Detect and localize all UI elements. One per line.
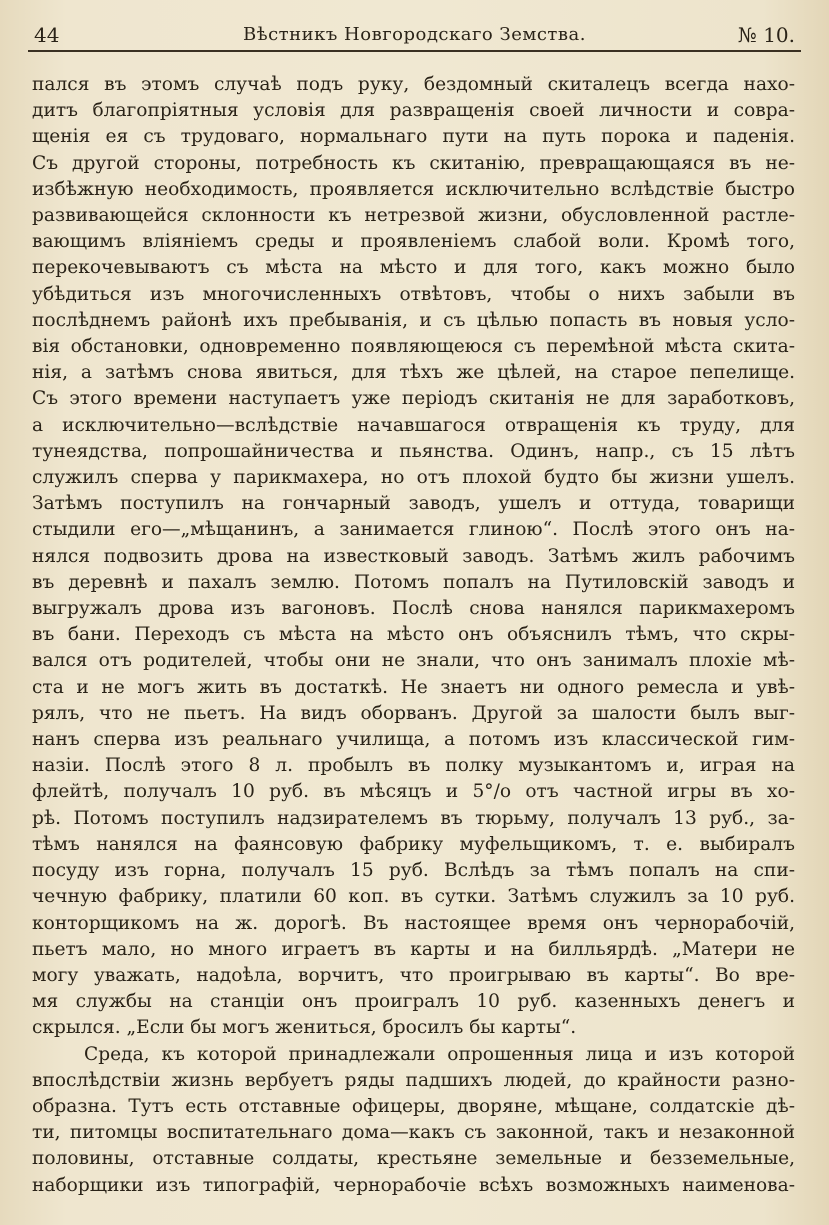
text-line: нанъ сперва изъ реальнаго училища, а потомъ изъ классической гим- [32, 729, 795, 751]
text-line: впослѣдствіи жизнь вербуетъ ряды падшихъ людей, до крайности разно- [32, 1069, 795, 1091]
text-line: чечную фабрику, платили 60 коп. въ сутки. Затѣмъ служилъ за 10 руб. [32, 886, 795, 908]
text-line: дитъ благопріятныя условія для развращенія своей личности и совра- [32, 100, 795, 122]
text-line: флейтѣ, получалъ 10 руб. въ мѣсяцъ и 5°/о отъ частной игры въ хо- [32, 781, 795, 803]
text-line: тунеядства, попрошайничества и пьянства. Одинъ, напр., съ 15 лѣтъ [32, 440, 795, 462]
text-line: вался отъ родителей, чтобы они не знали, что онъ занималъ плохіе мѣ- [32, 650, 795, 672]
text-line: развивающейся склонности къ нетрезвой жизни, обусловленной растле- [32, 205, 795, 227]
text-line: конторщикомъ на ж. дорогѣ. Въ настоящее время онъ чернорабочій, [32, 912, 795, 934]
text-line: нялся подвозить дрова на известковый заводъ. Затѣмъ жилъ рабочимъ [32, 545, 795, 567]
page-number: 44 [34, 23, 60, 47]
text-line: образна. Тутъ есть отставные офицеры, дворяне, мѣщане, солдатскіе дѣ- [32, 1095, 795, 1117]
text-line: Затѣмъ поступилъ на гончарный заводъ, ушелъ и оттуда, товарищи [32, 493, 795, 515]
issue-number: № 10. [737, 23, 795, 47]
text-line: убѣдиться изъ многочисленныхъ отвѣтовъ, чтобы о нихъ забыли въ [32, 283, 795, 305]
text-line: пался въ этомъ случаѣ подъ руку, бездомный скиталецъ всегда нахо- [32, 74, 795, 95]
journal-title: Вѣстникъ Новгородскаго Земства. [243, 24, 586, 45]
text-line: нія, а затѣмъ снова явиться, для тѣхъ же цѣлей, на старое пепелище. [32, 362, 795, 384]
text-line: ста и не могъ жить въ достаткѣ. Не знаетъ ни одного ремесла и увѣ- [32, 676, 795, 698]
text-line: назіи. Послѣ этого 8 л. пробылъ въ полку музыкантомъ и, играя на [32, 755, 795, 777]
text-line: выгружалъ дрова изъ вагоновъ. Послѣ снова нанялся парикмахеромъ [32, 598, 795, 620]
text-line: служилъ сперва у парикмахера, но отъ плохой будто бы жизни ушелъ. [32, 467, 795, 489]
text-line: пьетъ мало, но много играетъ въ карты и на билльярдѣ. „Матери не [32, 938, 795, 960]
text-line: Съ другой стороны, потребность къ скитанію, превращающаяся въ не- [32, 152, 795, 174]
text-line: въ деревнѣ и пахалъ землю. Потомъ попалъ на Путиловскій заводъ и [32, 571, 795, 593]
text-line: рялъ, что не пьетъ. На видъ оборванъ. Другой за шалости былъ выг- [32, 702, 795, 724]
text-line: тѣмъ нанялся на фаянсовую фабрику муфельщикомъ, т. е. выбиралъ [32, 833, 795, 855]
text-line: скрылся. „Если бы могъ жениться, бросилъ бы карты“. [32, 1017, 577, 1039]
text-line: щенія ея съ трудоваго, нормальнаго пути на путь порока и паденія. [32, 126, 795, 148]
text-line: Среда, къ которой принадлежали опрошенныя лица и изъ которой [84, 1043, 795, 1065]
text-line: наборщики изъ типографій, чернорабочіе всѣхъ возможныхъ наименова- [32, 1174, 795, 1196]
text-line: Съ этого времени наступаетъ уже періодъ скитанія не для заработковъ, [32, 388, 795, 410]
text-line: перекочевываютъ съ мѣста на мѣсто и для того, какъ можно было [32, 257, 795, 279]
text-line: послѣднемъ районѣ ихъ пребыванія, и съ цѣлью попасть въ новыя усло- [32, 309, 795, 331]
text-line: могу уважать, надоѣла, ворчитъ, что проигрываю въ карты“. Во вре- [32, 964, 795, 986]
running-header [28, 18, 801, 52]
text-line: мя службы на станціи онъ проигралъ 10 руб. казенныхъ денегъ и [32, 991, 795, 1013]
text-line: стыдили его—„мѣщанинъ, а занимается глиною“. Послѣ этого онъ на- [32, 519, 795, 541]
text-line: избѣжную необходимость, проявляется исключительно вслѣдствіе быстро [32, 178, 795, 200]
text-line: ти, питомцы воспитательнаго дома—какъ съ законной, такъ и незаконной [32, 1122, 795, 1144]
body-text [32, 72, 795, 1199]
text-line: вающимъ вліяніемъ среды и проявленіемъ слабой воли. Кромѣ того, [32, 231, 795, 253]
text-line: вія обстановки, одновременно появляющеюся съ перемѣной мѣста скита- [32, 336, 795, 358]
text-line: а исключительно—вслѣдствіе начавшагося отвращенія къ труду, для [32, 414, 795, 436]
text-line: половины, отставные солдаты, крестьяне земельные и безземельные, [32, 1148, 795, 1170]
text-line: въ бани. Переходъ съ мѣста на мѣсто онъ объяснилъ тѣмъ, что скры- [32, 624, 795, 646]
text-line: посуду изъ горна, получалъ 15 руб. Вслѣдъ за тѣмъ попалъ на спи- [32, 860, 795, 882]
text-line: рѣ. Потомъ поступилъ надзирателемъ въ тюрьму, получалъ 13 руб., за- [32, 807, 795, 829]
